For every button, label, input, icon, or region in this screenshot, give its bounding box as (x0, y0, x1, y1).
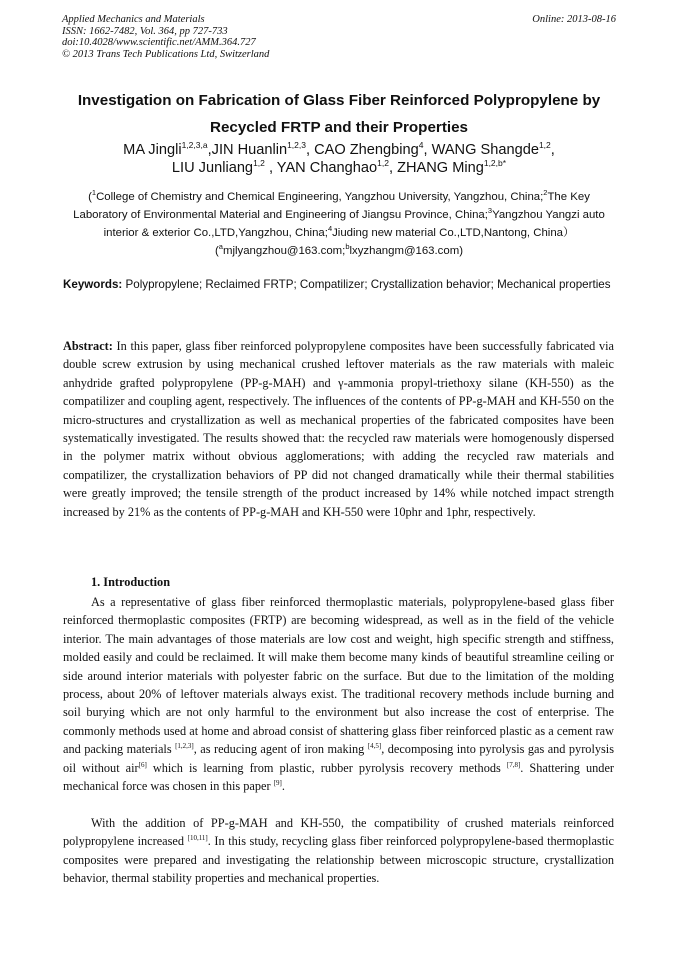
paragraph-text: . (281, 779, 285, 794)
author-name: WANG Shangde (431, 142, 539, 158)
affiliation-superscript: 2 (543, 188, 548, 197)
paper-title (50, 87, 628, 141)
email-superscript: b (345, 242, 350, 251)
abstract (63, 337, 614, 521)
author-name: JIN Huanlin (211, 142, 288, 158)
affiliation-close-paren: ） (563, 227, 575, 239)
keywords-text: Polypropylene; Reclaimed FRTP; Compatilizer; Crystallization behavior; Mechanical properties (125, 278, 611, 291)
journal-issn: ISSN: 1662-7482, Vol. 364, pp 727-733 (62, 25, 228, 37)
abstract-label: Abstract: (63, 339, 113, 353)
author-name: YAN Changhao (276, 160, 378, 176)
author-superscript: 1,2,b* (483, 158, 507, 168)
section-heading-introduction: 1. Introduction (91, 575, 171, 589)
paper-title-line1: Investigation on Fabrication of Glass Fiber Reinforced Polypropylene by (77, 92, 601, 109)
journal-name: Applied Mechanics and Materials (62, 14, 205, 25)
affiliation-superscript: 1 (91, 188, 97, 197)
paper-title-line2: Recycled FRTP and their Properties (210, 119, 468, 136)
paragraph-text: As a representative of glass fiber reinforced thermoplastic materials, polypropylene-based glass fiber reinforced thermoplastic composites (FRTP) are becoming widespread, as well as in the field of the vehicle interior. The main advantages of those materials are low cost and weight, high specific strength and stiffness, molded easily and could be reclaimed. It will make them become many kinds of beautiful streamline ceiling or side around interior materials with polyester fabric on the surface. But due to the limitation of the molding process, about 20% of leftover materials always exist. The traditional recovery methods include burning and soil burying which are not only harmful to the environment but also increase the cost of enterprise. The commonly methods used at home and abroad consist of shattering glass fiber reinforced plastic as a cement raw and packing materials (63, 595, 614, 757)
author-name: MA Jingli (123, 142, 182, 158)
affiliations (60, 188, 618, 260)
online-date: Online: 2013-08-16 (532, 14, 616, 25)
abstract-text: In this paper, glass fiber reinforced polypropylene composites have been successfully fabricated via double screw extrusion by using mechanical crushed leftover materials as the raw materials with maleic anhydride grafted polypropylene (PP-g-MAH) and γ-ammonia propyl-triethoxy silane (KH-550) as the compatilizer and coupling agent, respectively. The influences of the contents of PP-g-MAH and KH-550 on the micro-structures and crystallization as well as mechanical properties of the fabricated composites have been systematically investigated. The results showed that: the recycled raw materials were homogenously dispersed in the polymer matrix without obvious agglomerations; with adding the recycled raw materials and compatilizer, the crystallization behaviors of PP did not changed dramatically while their thermal stabilities were greatly improved; the tensile strength of the product increased by 14% while notched impact strength increased by 21% as the contents of PP-g-MAH and KH-550 were 10phr and 1phr, respectively. (63, 339, 614, 519)
paragraph-text: , as reducing agent of iron making (193, 742, 365, 757)
affiliation-superscript: 3 (487, 206, 493, 215)
citation-ref: [6] (138, 760, 147, 769)
affiliation-superscript: 4 (327, 224, 333, 233)
author-separator: , (388, 160, 398, 176)
author-name: LIU Junliang (171, 160, 254, 176)
keywords-label: Keywords: (63, 278, 123, 291)
affiliation-open-paren: ( (88, 191, 92, 203)
author-name: ZHANG Ming (397, 160, 484, 176)
paragraph-text: , decomposing into pyrolysis gas and pyrolysis oil without air (63, 742, 614, 775)
email-open-paren: ( (214, 245, 219, 257)
paragraph-text: which is learning from plastic, rubber pyrolysis recovery methods (146, 760, 501, 775)
paragraph-text: With the addition of PP-g-MAH and KH-550, the compatibility of crushed materials reinforced polypropylene increased (63, 816, 614, 849)
author-superscript: 1,2 (538, 140, 551, 150)
paragraph-text: . In this study, recycling glass fiber reinforced polypropylene-based thermoplastic composites were prepared and investigating the relationship between microscopic structure, crystallization behavior, thermal stability properties and mechanical properties. (63, 834, 615, 886)
affiliation-2: The Key Laboratory of Environmental Material and Engineering of Jiangsu Province, China; (73, 191, 590, 221)
journal-header (62, 14, 616, 60)
affiliation-4: Jiuding new material Co.,LTD,Nantong, China (332, 227, 563, 239)
paragraph-text: . Shattering under mechanical force was chosen in this paper (63, 760, 615, 794)
introduction-paragraph-2 (63, 814, 614, 888)
author-separator: , (305, 142, 315, 158)
author-separator: , (423, 142, 432, 158)
citation-ref: [4,5] (367, 742, 382, 751)
citation-ref: [10,11] (187, 834, 208, 843)
keywords (63, 275, 614, 294)
author-separator: , (550, 142, 555, 158)
author-list (50, 141, 628, 177)
affiliation-3: Yangzhou Yangzi auto interior & exterior Co.,LTD,Yangzhou, China; (103, 209, 605, 239)
introduction-paragraph-1 (63, 593, 614, 795)
author-separator: , (207, 142, 212, 158)
citation-ref: [9] (273, 779, 282, 788)
citation-ref: [1,2,3] (175, 742, 194, 751)
journal-doi: doi:10.4028/www.scientific.net/AMM.364.727 (62, 37, 256, 49)
author-name: CAO Zhengbing (314, 142, 419, 158)
journal-copyright: © 2013 Trans Tech Publications Ltd, Switzerland (62, 48, 270, 60)
email-b: lxyzhangm@163.com) (349, 245, 463, 257)
author-superscript: 1,2 (253, 158, 265, 168)
email-a: mjlyangzhou@163.com; (222, 245, 346, 257)
author-superscript: 1,2,3 (287, 140, 306, 150)
author-superscript: 1,2 (377, 158, 389, 168)
author-superscript: 4 (418, 140, 424, 150)
email-superscript: a (218, 242, 223, 251)
affiliation-1: College of Chemistry and Chemical Engineering, Yangzhou University, Yangzhou, China; (96, 191, 544, 203)
author-superscript: 1,2,3,a (181, 140, 208, 150)
author-separator: , (264, 160, 277, 176)
citation-ref: [7,8] (506, 760, 521, 769)
